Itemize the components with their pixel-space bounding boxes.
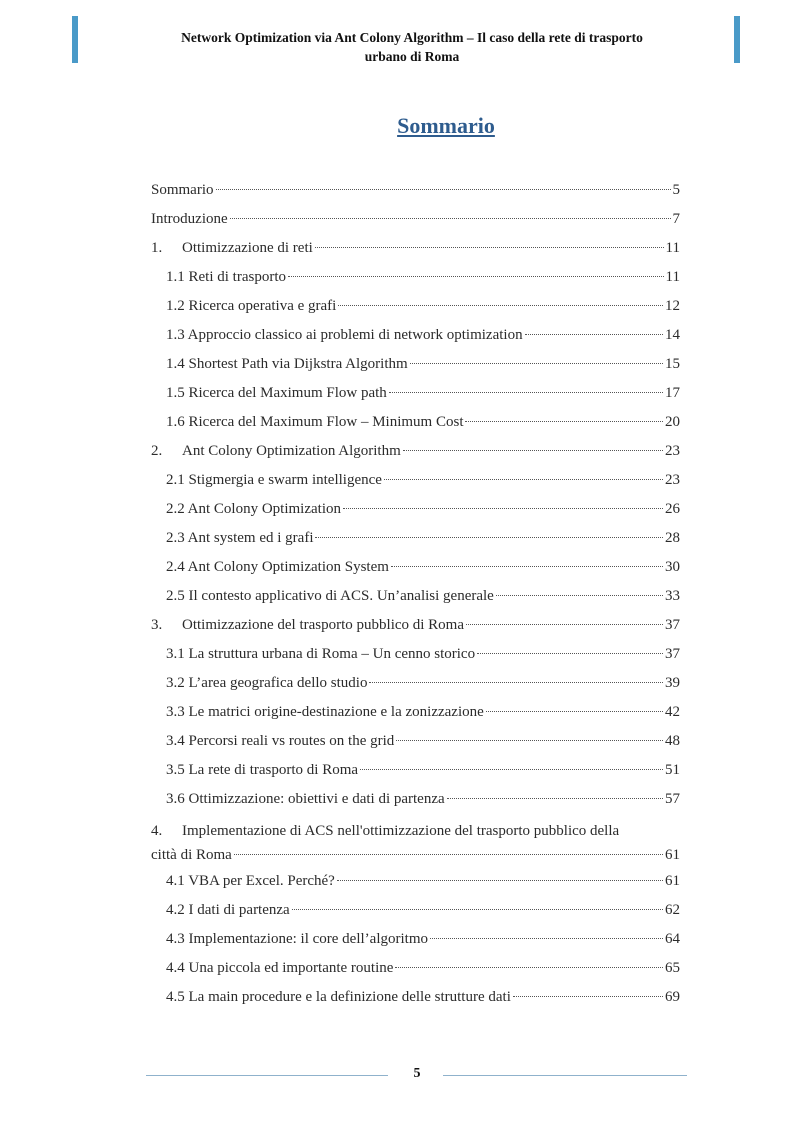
toc-entry-1-2[interactable] [151, 292, 680, 321]
toc-page-number: 65 [665, 960, 680, 976]
toc-chapter-number: 3. [151, 617, 163, 633]
toc-entry-2-5[interactable] [151, 582, 680, 611]
toc-dot-leader [343, 508, 663, 509]
toc-dot-leader [230, 218, 671, 219]
toc-entry-chapter-1[interactable] [151, 234, 680, 263]
toc-label: 3.3 Le matrici origine-destinazione e la zonizzazione [166, 704, 484, 720]
toc-page-number: 37 [665, 646, 680, 662]
toc-chapter-number: 4. [151, 823, 163, 839]
toc-entry-1-4[interactable] [151, 350, 680, 379]
toc-dot-leader [486, 711, 663, 712]
toc-label: 4.2 I dati di partenza [166, 902, 290, 918]
toc-page-number: 11 [665, 240, 680, 256]
toc-entry-3-2[interactable] [151, 669, 680, 698]
toc-dot-leader [360, 769, 663, 770]
toc-entry-3-5[interactable] [151, 756, 680, 785]
toc-label: 4.1 VBA per Excel. Perché? [166, 873, 335, 889]
toc-page-number: 61 [665, 847, 680, 863]
toc-page-number: 33 [665, 588, 680, 604]
toc-entry-1-5[interactable] [151, 379, 680, 408]
toc-page-number: 30 [665, 559, 680, 575]
toc-entry-3-4[interactable] [151, 727, 680, 756]
toc-label: 4.3 Implementazione: il core dell’algoritmo [166, 931, 428, 947]
toc-label: Sommario [151, 182, 214, 198]
toc-dot-leader [447, 798, 663, 799]
toc-label-line-2: città di Roma [151, 847, 232, 863]
toc-page-number: 12 [665, 298, 680, 314]
page-title: Sommario [397, 113, 495, 138]
toc-entry-chapter-2[interactable] [151, 437, 680, 466]
toc-label: 3.5 La rete di trasporto di Roma [166, 762, 359, 778]
toc-label: 2.2 Ant Colony Optimization [166, 501, 341, 517]
toc-entry-2-1[interactable] [151, 466, 680, 495]
toc-chapter-number: 1. [151, 240, 163, 256]
toc-page-number: 37 [665, 617, 680, 633]
toc-page-number: 23 [665, 443, 680, 459]
toc-page-number: 39 [665, 675, 680, 691]
toc-dot-leader [395, 967, 663, 968]
toc-entry-2-4[interactable] [151, 553, 680, 582]
toc-label: Introduzione [151, 211, 228, 227]
toc-page-number: 64 [665, 931, 680, 947]
table-of-contents [151, 176, 680, 1012]
toc-page-number: 51 [665, 762, 680, 778]
toc-entry-2-3[interactable] [151, 524, 680, 553]
toc-dot-leader [496, 595, 663, 596]
toc-label: 1.1 Reti di trasporto [166, 269, 286, 285]
toc-chapter-title: Ottimizzazione del trasporto pubblico di Roma [182, 617, 465, 633]
toc-entry-chapter-4[interactable] [151, 814, 680, 867]
toc-page-number: 42 [665, 704, 680, 720]
toc-dot-leader [513, 996, 663, 997]
toc-dot-leader [466, 624, 663, 625]
running-header-line-2: urbano di Roma [364, 49, 460, 64]
toc-chapter-title: Ant Colony Optimization Algorithm [182, 443, 401, 459]
toc-entry-introduzione[interactable] [151, 205, 680, 234]
toc-page-number: 23 [665, 472, 680, 488]
toc-label: 1.6 Ricerca del Maximum Flow – Minimum Cost [166, 414, 464, 430]
toc-entry-4-4[interactable] [151, 954, 680, 983]
toc-dot-leader [337, 880, 663, 881]
toc-label [151, 437, 401, 466]
toc-chapter-title: Implementazione di ACS nell'ottimizzazione del trasporto pubblico della [182, 823, 620, 839]
toc-entry-4-5[interactable] [151, 983, 680, 1012]
toc-label: 2.4 Ant Colony Optimization System [166, 559, 389, 575]
header-right-accent-bar [734, 16, 740, 63]
toc-label-line-1 [151, 819, 680, 843]
toc-entry-3-1[interactable] [151, 640, 680, 669]
toc-chapter-number: 2. [151, 443, 163, 459]
toc-dot-leader [430, 938, 663, 939]
toc-label [151, 611, 464, 640]
toc-dot-leader [391, 566, 663, 567]
toc-entry-2-2[interactable] [151, 495, 680, 524]
toc-label: 2.5 Il contesto applicativo di ACS. Un’analisi generale [166, 588, 494, 604]
toc-dot-leader [403, 450, 663, 451]
toc-page-number: 28 [665, 530, 680, 546]
toc-page-number: 20 [665, 414, 680, 430]
toc-page-number: 14 [665, 327, 680, 343]
toc-dot-leader [525, 334, 663, 335]
toc-dot-leader [410, 363, 663, 364]
toc-label-line-2-row [151, 843, 680, 867]
toc-entry-sommario[interactable] [151, 176, 680, 205]
toc-label: 1.3 Approccio classico ai problemi di network optimization [166, 327, 523, 343]
toc-page-number: 15 [665, 356, 680, 372]
toc-page-number: 48 [665, 733, 680, 749]
toc-dot-leader [315, 247, 664, 248]
toc-label: 3.4 Percorsi reali vs routes on the grid [166, 733, 395, 749]
toc-chapter-title: Ottimizzazione di reti [182, 240, 313, 256]
toc-label: 1.4 Shortest Path via Dijkstra Algorithm [166, 356, 408, 372]
toc-page-number: 5 [672, 182, 680, 198]
toc-entry-1-6[interactable] [151, 408, 680, 437]
toc-label [151, 234, 313, 263]
toc-dot-leader [234, 854, 663, 855]
toc-entry-1-3[interactable] [151, 321, 680, 350]
toc-label: 4.4 Una piccola ed importante routine [166, 960, 394, 976]
footer-rule-right [443, 1075, 687, 1076]
toc-page-number: 57 [665, 791, 680, 807]
page-number: 5 [413, 1066, 421, 1081]
toc-dot-leader [384, 479, 663, 480]
toc-page-number: 69 [665, 989, 680, 1005]
toc-page-number: 17 [665, 385, 680, 401]
running-header-line-1: Network Optimization via Ant Colony Algorithm – Il caso della rete di trasporto [181, 30, 643, 45]
toc-entry-chapter-3[interactable] [151, 611, 680, 640]
running-header [110, 28, 714, 66]
footer-rule-left [146, 1075, 388, 1076]
toc-entry-4-3[interactable] [151, 925, 680, 954]
toc-dot-leader [315, 537, 663, 538]
toc-dot-leader [338, 305, 663, 306]
toc-entry-4-1[interactable] [151, 867, 680, 896]
toc-entry-1-1[interactable] [151, 263, 680, 292]
toc-label: 4.5 La main procedure e la definizione delle strutture dati [166, 989, 511, 1005]
toc-page-number: 7 [672, 211, 680, 227]
toc-dot-leader [288, 276, 664, 277]
toc-dot-leader [216, 189, 671, 190]
toc-page-number: 26 [665, 501, 680, 517]
toc-label: 3.2 L’area geografica dello studio [166, 675, 368, 691]
toc-page-number: 61 [665, 873, 680, 889]
toc-label: 3.1 La struttura urbana di Roma – Un cenno storico [166, 646, 476, 662]
toc-entry-4-2[interactable] [151, 896, 680, 925]
toc-page-number: 62 [665, 902, 680, 918]
header-left-accent-bar [72, 16, 78, 63]
toc-dot-leader [465, 421, 663, 422]
toc-label: 1.2 Ricerca operativa e grafi [166, 298, 337, 314]
toc-dot-leader [292, 909, 663, 910]
toc-dot-leader [396, 740, 663, 741]
toc-dot-leader [369, 682, 663, 683]
toc-label: 2.3 Ant system ed i grafi [166, 530, 314, 546]
toc-label: 3.6 Ottimizzazione: obiettivi e dati di partenza [166, 791, 445, 807]
toc-label: 2.1 Stigmergia e swarm intelligence [166, 472, 382, 488]
toc-entry-3-3[interactable] [151, 698, 680, 727]
toc-label: 1.5 Ricerca del Maximum Flow path [166, 385, 387, 401]
toc-page-number: 11 [665, 269, 680, 285]
toc-dot-leader [477, 653, 663, 654]
toc-dot-leader [389, 392, 663, 393]
toc-entry-3-6[interactable] [151, 785, 680, 814]
